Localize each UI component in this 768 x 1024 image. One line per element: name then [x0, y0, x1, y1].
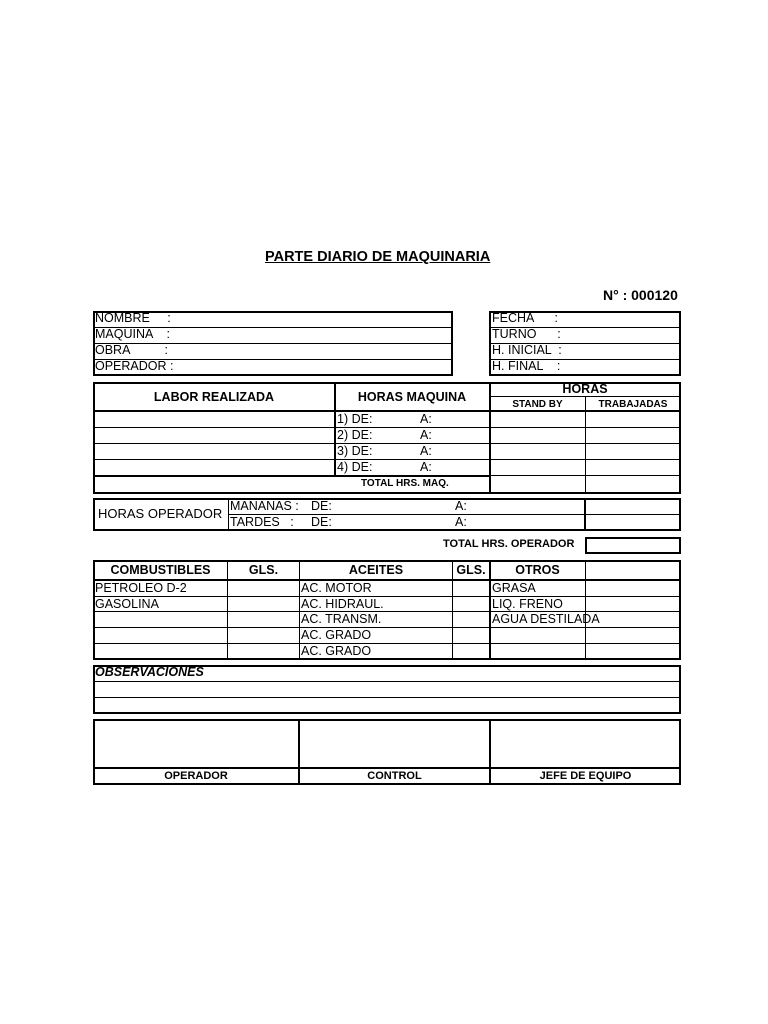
labor-row-3-de[interactable]: 3) DE:	[337, 444, 373, 458]
observaciones-label: OBSERVACIONES	[95, 665, 204, 679]
field-h-inicial[interactable]: H. INICIAL :	[492, 343, 562, 357]
field-nombre[interactable]: NOMBRE :	[95, 311, 171, 325]
col-horas-maquina: HORAS MAQUINA	[357, 390, 467, 404]
aceite-3: AC. TRANSM.	[301, 612, 382, 626]
field-operador[interactable]: OPERADOR :	[95, 359, 174, 373]
col-gls-2: GLS.	[456, 563, 486, 577]
horas-operador-label: HORAS OPERADOR	[98, 506, 223, 521]
labor-row-2-de[interactable]: 2) DE:	[337, 428, 373, 442]
firma-control: CONTROL	[367, 770, 422, 782]
labor-row-3-a[interactable]: A:	[420, 444, 432, 458]
mananas-de[interactable]: DE:	[311, 499, 332, 513]
col-aceites: ACEITES	[348, 563, 404, 577]
col-stand-by: STAND BY	[512, 399, 563, 410]
combustible-2: GASOLINA	[95, 597, 159, 611]
field-obra[interactable]: OBRA :	[95, 343, 168, 357]
mananas-label: MANANAS :	[230, 499, 299, 513]
labor-row-1-a[interactable]: A:	[420, 412, 432, 426]
labor-row-2-a[interactable]: A:	[420, 428, 432, 442]
page-title: PARTE DIARIO DE MAQUINARIA	[265, 249, 491, 265]
tardes-de[interactable]: DE:	[311, 515, 332, 529]
col-otros: OTROS	[515, 563, 560, 577]
field-h-final[interactable]: H. FINAL :	[492, 359, 561, 373]
col-trabajadas: TRABAJADAS	[598, 399, 668, 410]
total-hrs-maq-label: TOTAL HRS. MAQ.	[361, 478, 449, 489]
aceite-4: AC. GRADO	[301, 628, 372, 642]
field-fecha[interactable]: FECHA :	[492, 311, 558, 325]
col-horas: HORAS	[562, 382, 608, 396]
col-labor-realizada: LABOR REALIZADA	[153, 390, 275, 404]
field-maquina[interactable]: MAQUINA :	[95, 327, 171, 341]
mananas-a[interactable]: A:	[455, 499, 467, 513]
aceite-2: AC. HIDRAUL.	[301, 597, 384, 611]
total-hrs-operador-label: TOTAL HRS. OPERADOR	[443, 538, 575, 550]
aceite-1: AC. MOTOR	[301, 581, 372, 595]
total-hrs-operador-field[interactable]	[585, 537, 681, 554]
document-number: N° : 000120	[603, 287, 678, 303]
combustible-1: PETROLEO D-2	[95, 581, 187, 595]
otro-1: GRASA	[492, 581, 536, 595]
col-combustibles: COMBUSTIBLES	[110, 563, 211, 577]
labor-row-4-de[interactable]: 4) DE:	[337, 460, 373, 474]
firma-jefe-de-equipo: JEFE DE EQUIPO	[539, 770, 632, 782]
otro-2: LIQ. FRENO	[492, 597, 563, 611]
aceite-5: AC. GRADO	[301, 644, 372, 658]
field-turno[interactable]: TURNO :	[492, 327, 561, 341]
col-gls-1: GLS.	[248, 563, 279, 577]
tardes-label: TARDES :	[230, 515, 294, 529]
tardes-a[interactable]: A:	[455, 515, 467, 529]
otro-3: AGUA DESTILADA	[492, 612, 600, 626]
labor-row-1-de[interactable]: 1) DE:	[337, 412, 373, 426]
labor-row-4-a[interactable]: A:	[420, 460, 432, 474]
firma-operador: OPERADOR	[164, 770, 228, 782]
